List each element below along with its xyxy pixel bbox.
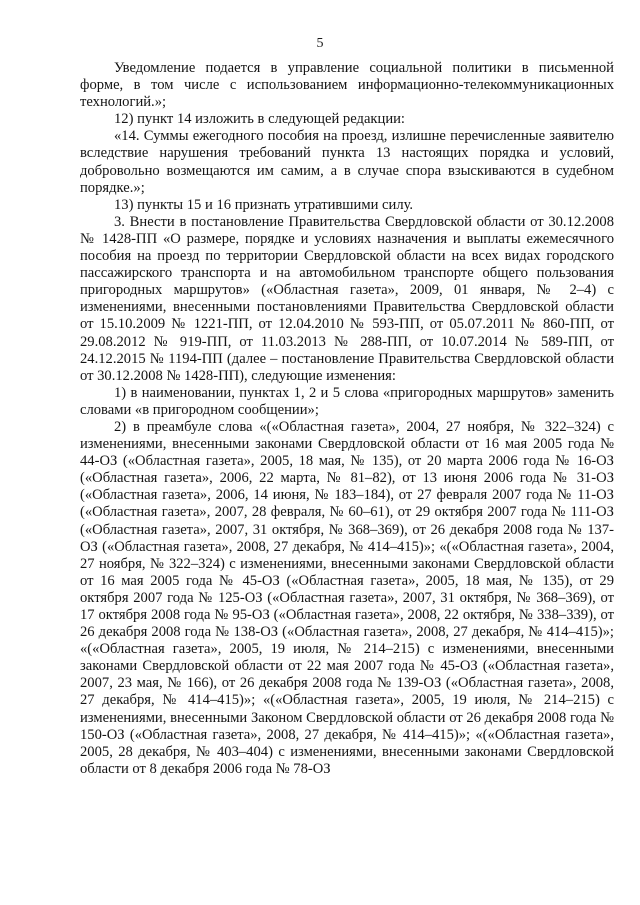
paragraph-item-14-text: «14. Суммы ежегодного пособия на проезд, излишне перечисленные заявителю вследствие нарушения требований пункта 13 настоящих порядка и условий, добровольно возмещаются им самим, а в случае спора взыскиваются в судебном порядке.»; [80,128,614,196]
paragraph-notification: Уведомление подается в управление социальной политики в письменной форме, в том числе с использованием информационно-телекоммуникационных технологий.»; [80,60,614,111]
paragraph-section-3: 3. Внести в постановление Правительства Свердловской области от 30.12.2008 № 1428-ПП «О размере, порядке и условиях назначения и выплаты ежемесячного пособия на проезд по территории Свердловской области на всех видах городского пассажирского транспорта и на автомобильном транспорте общего пользования пригородных маршрутов» («Областная газета», 2009, 01 января, № 2–4) с изменениями, внесенными постановлениями Правительства Свердловской области от 15.10.2009 № 1221-ПП, от 12.04.2010 № 593-ПП, от 05.07.2011 № 860-ПП, от 29.08.2012 № 919-ПП, от 11.03.2013 № 288-ПП, от 10.07.2014 № 589-ПП, от 24.12.2015 № 1194-ПП (далее – постановление Правительства Свердловской области от 30.12.2008 № 1428-ПП), следующие изменения: [80,213,614,384]
page-number: 5 [316,36,324,51]
paragraph-subitem-1: 1) в наименовании, пунктах 1, 2 и 5 слова «пригородных маршрутов» заменить словами «в пригородном сообщении»; [80,384,614,418]
paragraph-item-12: 12) пункт 14 изложить в следующей редакции: [114,111,405,128]
paragraph-subitem-2: 2) в преамбуле слова «(«Областная газета», 2004, 27 ноября, № 322–324) с изменениями, внесенными законами Свердловской области от 16 мая 2005 года № 44-ОЗ («Областная газета», 2005, 18 мая, № 135), от 20 марта 2006 года № 16-ОЗ («Областная газета», 2006, 22 марта, № 81–82), от 13 июня 2006 года № 31-ОЗ («Областная газета», 2006, 14 июня, № 183–184), от 27 февраля 2007 года № 11-ОЗ («Областная газета», 2007, 28 февраля, № 60–61), от 29 октября 2007 года № 111-ОЗ («Областная газета», 2007, 31 октября, № 368–369), от 26 декабря 2008 года № 137-ОЗ («Областная газета», 2008, 27 декабря, № 414–415)»; «(«Областная газета», 2004, 27 ноября, № 322–324) с изменениями, внесенными законами Свердловской области от 16 мая 2005 года № 45-ОЗ («Областная газета», 2005, 18 мая, № 135), от 29 октября 2007 года № 125-ОЗ («Областная газета», 2007, 31 октября, № 368–369), от 17 октября 2008 года № 95-ОЗ («Областная газета», 2008, 22 октября, № 338–339), от 26 декабря 2008 года № 138-ОЗ («Областная газета», 2008, 27 декабря, № 414–415)»; «(«Областная газета», 2005, 19 июля, № 214–215) с изменениями, внесенными законами Свердловской области от 22 мая 2007 года № 45-ОЗ («Областная газета», 2007, 23 мая, № 166), от 26 декабря 2008 года № 139-ОЗ («Областная газета», 2008, 27 декабря, № 414–415)»; «(«Областная газета», 2005, 19 июля, № 214–215) с изменениями, внесенными Законом Свердловской области от 26 декабря 2008 года № 150-ОЗ («Областная газета», 2008, 27 декабря, № 414–415)»; «(«Областная газета», 2005, 28 декабря, № 403–404) с изменениями, внесенными законами Свердловской области от 8 декабря 2006 года № 78-ОЗ [80,418,614,777]
document-body [80,60,614,778]
paragraph-item-13: 13) пункты 15 и 16 признать утратившими силу. [114,196,414,213]
